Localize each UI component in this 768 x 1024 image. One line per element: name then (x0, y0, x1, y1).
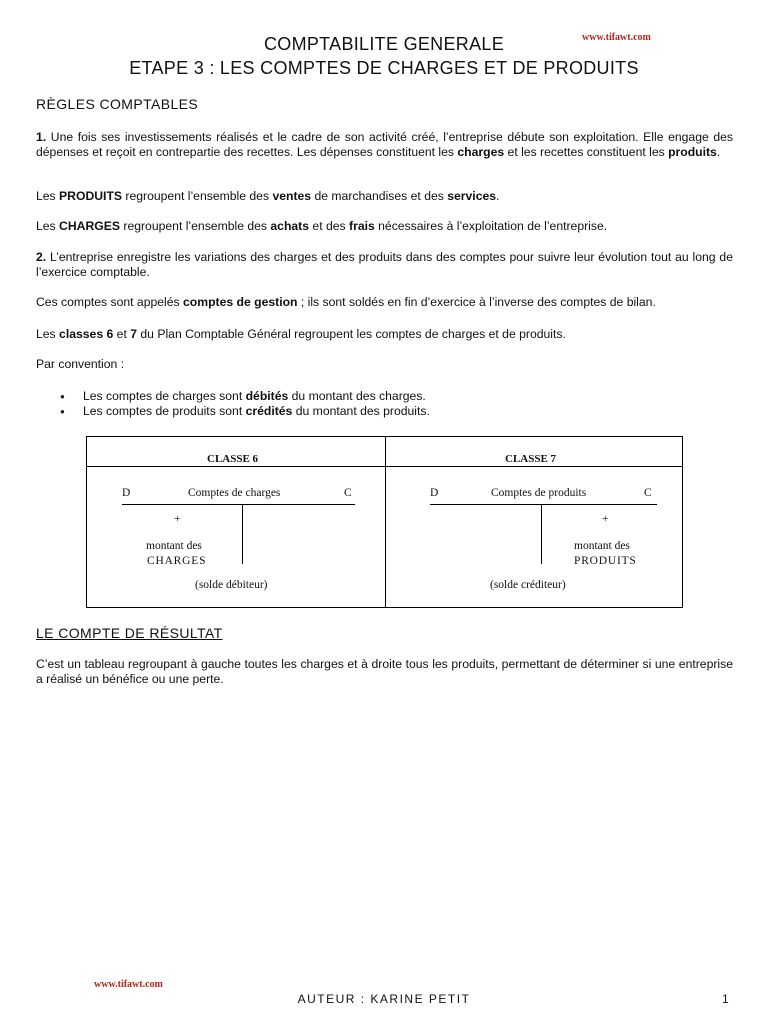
document-title: COMPTABILITE GENERALE (263, 34, 505, 54)
credit-label: C (644, 487, 652, 499)
t-account-stem (242, 504, 243, 564)
text: du Plan Comptable Général regroupent les comptes de charges et de produits. (137, 327, 566, 341)
bold-term: crédités (245, 404, 293, 418)
bold-term: comptes de gestion (183, 295, 298, 309)
amount-label: montant des (146, 540, 202, 552)
text: regroupent l’ensemble des (120, 219, 271, 233)
text: . (716, 145, 721, 159)
paragraph-number: 1. (36, 130, 47, 144)
text: du montant des produits. (292, 404, 430, 418)
watermark-top: www.tifawt.com (582, 32, 651, 43)
paragraph-convention: Par convention : (36, 357, 125, 371)
plus-sign: + (174, 513, 181, 525)
text: nécessaires à l’exploitation de l’entreprise. (374, 219, 608, 233)
list-item (60, 404, 430, 419)
text: Les comptes de charges sont (83, 389, 246, 403)
bold-term: frais (349, 219, 375, 233)
text: Les (36, 189, 60, 203)
bold-term: ventes (272, 189, 312, 203)
debit-label: D (430, 487, 439, 499)
text: . (496, 189, 500, 203)
bold-term: services (447, 189, 497, 203)
credit-label: C (344, 487, 352, 499)
text: du montant des charges. (288, 389, 426, 403)
text: regroupent l’ensemble des (122, 189, 273, 203)
text: et des (309, 219, 350, 233)
text: Ces comptes sont appelés (36, 295, 184, 309)
header-classe-6: CLASSE 6 (207, 453, 259, 465)
text: et (113, 327, 131, 341)
text: et les recettes constituent les (504, 145, 669, 159)
paragraph-compte-resultat: C’est un tableau regroupant à gauche toutes les charges et à droite tous les produits, permettant de déterminer si une entreprise a réalisé un bénéfice ou une perte. (36, 657, 733, 686)
t-account-top-line (430, 504, 657, 505)
account-name-produits: Comptes de produits (491, 487, 587, 499)
bold-term: débités (245, 389, 289, 403)
text: L’entreprise enregistre les variations des charges et des produits dans des comptes pour suivre leur évolution tout au long de l’exercice comptable. (36, 250, 733, 279)
paragraph-2 (36, 250, 733, 280)
text: Les comptes de produits sont (83, 404, 246, 418)
page-number: 1 (722, 992, 729, 1006)
amount-type: PRODUITS (574, 555, 637, 567)
paragraph-number: 2. (36, 250, 47, 264)
paragraph-comptes-gestion (36, 295, 733, 310)
t-account-stem (541, 504, 542, 564)
text: ; ils sont soldés en fin d’exercice à l’inverse des comptes de bilan. (297, 295, 656, 309)
bold-term: CHARGES (59, 219, 120, 233)
balance-label: (solde débiteur) (195, 579, 268, 591)
text: Une fois ses investissements réalisés et le cadre de son activité créé, l’entreprise débute son exploitation. Elle engage des dépenses et reçoit en contrepartie des recettes. Les dépenses constituent les (36, 130, 733, 159)
header-classe-7: CLASSE 7 (505, 453, 557, 465)
amount-label: montant des (574, 540, 630, 552)
footer-author: AUTEUR : KARINE PETIT (297, 992, 471, 1006)
header-divider (87, 466, 682, 467)
text: de marchandises et des (311, 189, 448, 203)
bold-term: achats (270, 219, 310, 233)
t-account-top-line (122, 504, 355, 505)
t-accounts-table (86, 436, 683, 608)
convention-list (60, 389, 430, 419)
bold-term: 7 (130, 327, 137, 341)
text: Les (36, 327, 60, 341)
balance-label: (solde créditeur) (490, 579, 566, 591)
watermark-bottom: www.tifawt.com (94, 979, 163, 990)
document-subtitle: ETAPE 3 : LES COMPTES DE CHARGES ET DE PRODUITS (129, 58, 639, 78)
list-item (60, 389, 430, 404)
bold-term: PRODUITS (59, 189, 123, 203)
section-heading-regles: RÈGLES COMPTABLES (36, 96, 199, 112)
paragraph-charges (36, 219, 733, 234)
bold-term: classes 6 (59, 327, 114, 341)
paragraph-1 (36, 130, 733, 160)
amount-type: CHARGES (147, 555, 207, 567)
paragraph-produits (36, 189, 733, 204)
column-divider (385, 437, 386, 607)
section-heading-resultat: LE COMPTE DE RÉSULTAT (36, 625, 223, 641)
debit-label: D (122, 487, 131, 499)
bold-term: produits (668, 145, 717, 159)
plus-sign: + (602, 513, 609, 525)
account-name-charges: Comptes de charges (188, 487, 281, 499)
bold-term: charges (457, 145, 505, 159)
paragraph-classes (36, 327, 733, 342)
text: Les (36, 219, 60, 233)
